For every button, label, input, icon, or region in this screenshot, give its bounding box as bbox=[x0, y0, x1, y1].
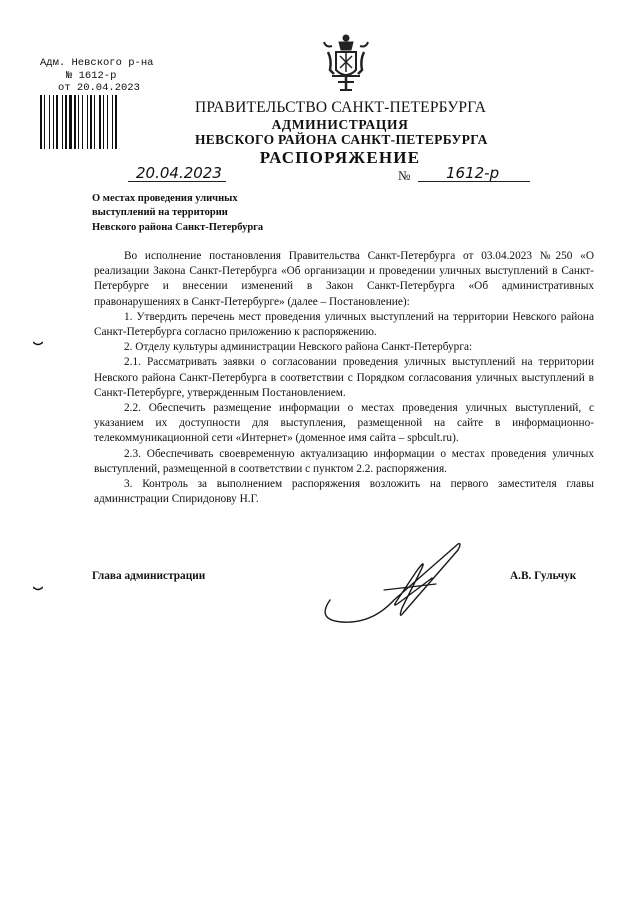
subject-line: выступлений на территории bbox=[92, 207, 228, 219]
barcode-bar bbox=[56, 95, 58, 149]
barcode-bar bbox=[74, 95, 76, 149]
barcode-bar bbox=[49, 95, 50, 149]
barcode-bar bbox=[44, 95, 45, 149]
subject-line: О местах проведения уличных bbox=[92, 193, 238, 204]
document-date: 20.04.2023 bbox=[136, 164, 222, 182]
barcode-bar bbox=[62, 95, 63, 149]
signatory-name: А.В. Гульчук bbox=[510, 570, 577, 582]
barcode-bar bbox=[69, 95, 72, 149]
barcode-bar bbox=[99, 95, 101, 149]
barcode-bar bbox=[94, 95, 95, 149]
intro-paragraph: Во исполнение постановления Правительства Санкт-Петербурга от 03.04.2023 №250 «О реализации Закона Санкт-Петербурга «Об организации и проведении уличных выступлений в Санкт-Петербурге и внесении изменений в Закон Санкт-Петербурга «Об административных правонарушениях в Санкт-Петербурге» (далее – Постановление): bbox=[94, 250, 594, 308]
clause-2-1: 2.1. Рассматривать заявки о согласовании проведения уличных выступлений на территории Невского района Санкт-Петербурга в соответствии с Порядком согласования уличных выступлений в Санкт-Петербурге, утвержденным Постановлением. bbox=[94, 356, 594, 399]
margin-mark bbox=[33, 586, 43, 591]
document-body bbox=[94, 249, 594, 507]
stamp-date: от 20.04.2023 bbox=[58, 82, 140, 94]
barcode-bar bbox=[65, 95, 67, 149]
barcode-bar bbox=[40, 95, 42, 149]
barcode bbox=[40, 95, 144, 149]
barcode-bar bbox=[53, 95, 54, 149]
signatory-position: Глава администрации bbox=[92, 570, 206, 582]
barcode-bar bbox=[112, 95, 113, 149]
margin-mark bbox=[33, 341, 43, 346]
clause-2: 2. Отделу культуры администрации Невского района Санкт-Петербурга: bbox=[124, 341, 473, 354]
document-number: 1612-р bbox=[446, 164, 500, 182]
administration-title: АДМИНИСТРАЦИЯ bbox=[271, 117, 409, 132]
number-sign: № bbox=[398, 168, 411, 183]
registration-stamp bbox=[36, 57, 154, 95]
clause-2-2: 2.2. Обеспечить размещение информации о местах проведения уличных выступлений, с указанием их доступности для выступления, размещенной на сайте в информационно-телекоммуникационной сети «Интернет» (доменное имя сайта – spbcult.ru). bbox=[94, 402, 594, 445]
barcode-bar bbox=[87, 95, 88, 149]
document-type: РАСПОРЯЖЕНИЕ bbox=[259, 148, 421, 167]
barcode-bar bbox=[82, 95, 83, 149]
clause-1: 1. Утвердить перечень мест проведения уличных выступлений на территории Невского района Санкт-Петербурга согласно приложению к распоряжению. bbox=[94, 310, 594, 339]
coat-of-arms-icon bbox=[318, 30, 374, 96]
barcode-bar bbox=[103, 95, 104, 149]
clause-3: 3. Контроль за выполнением распоряжения возложить на первого заместителя главы администрации Спиридонову Н.Г. bbox=[94, 478, 594, 506]
district-title: НЕВСКОГО РАЙОНА САНКТ-ПЕТЕРБУРГА bbox=[195, 132, 488, 147]
subject-line: Невского района Санкт-Петербурга bbox=[92, 221, 264, 233]
handwritten-signature bbox=[312, 538, 472, 628]
barcode-bar bbox=[78, 95, 79, 149]
government-title: ПРАВИТЕЛЬСТВО САНКТ-ПЕТЕРБУРГА bbox=[195, 99, 487, 116]
clause-2-3: 2.3. Обеспечивать своевременную актуализацию информации о местах проведения уличных выступлений, размещенной в соответствии с пунктом 2.2. распоряжения. bbox=[94, 447, 594, 475]
barcode-bar bbox=[107, 95, 108, 149]
barcode-bar bbox=[115, 95, 117, 149]
stamp-number: № 1612-р bbox=[66, 69, 117, 82]
document-subject bbox=[92, 192, 292, 235]
barcode-bar bbox=[90, 95, 92, 149]
stamp-organization: Адм. Невского р-на bbox=[40, 57, 154, 69]
